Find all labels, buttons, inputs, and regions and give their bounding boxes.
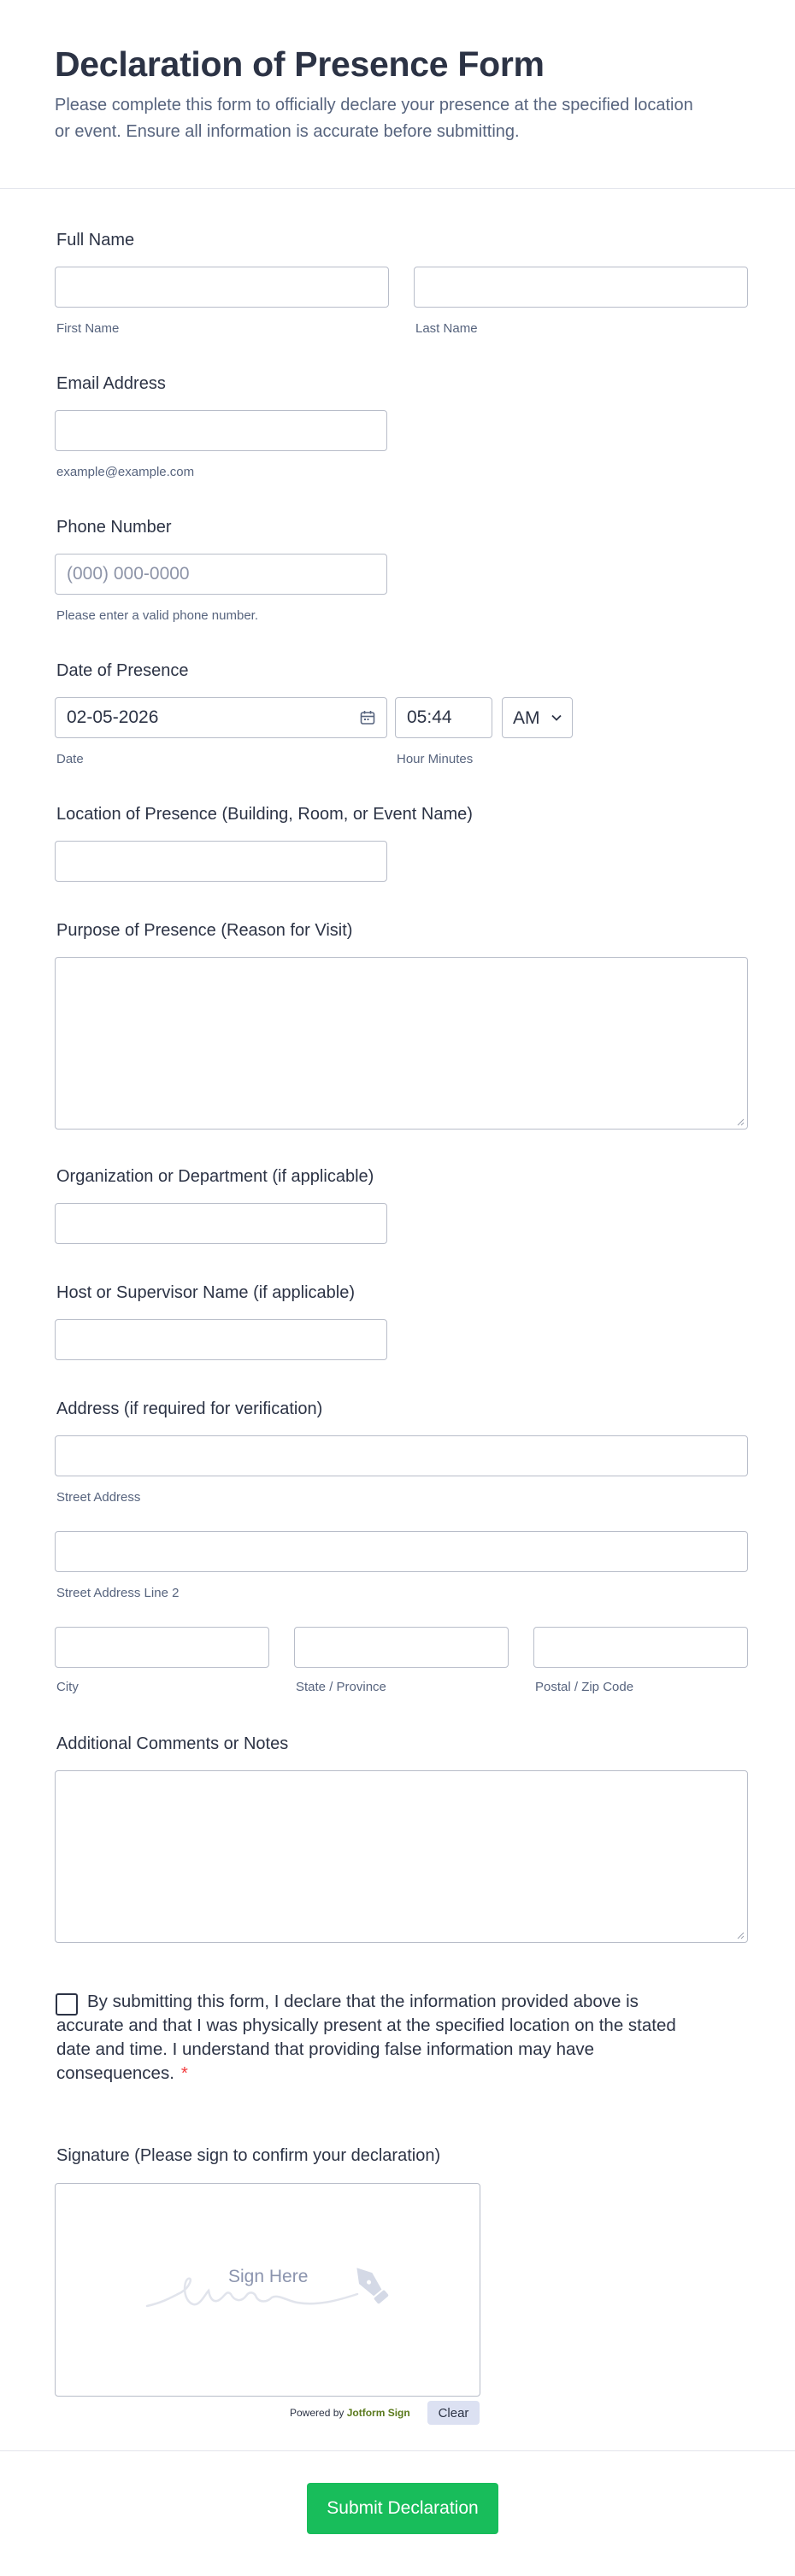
last-name-sublabel: Last Name <box>415 321 478 336</box>
phone-sublabel: Please enter a valid phone number. <box>56 608 258 623</box>
consent-text <box>56 1990 689 2086</box>
organization-label: Organization or Department (if applicable) <box>56 1167 374 1186</box>
location-label: Location of Presence (Building, Room, or Event Name) <box>56 805 473 824</box>
time-input[interactable] <box>395 697 492 738</box>
first-name-input[interactable] <box>55 267 389 308</box>
form-header <box>0 0 795 189</box>
street-address-sublabel: Street Address <box>56 1490 141 1505</box>
powered-by-prefix: Powered by <box>290 2407 344 2419</box>
state-sublabel: State / Province <box>296 1680 386 1694</box>
host-label: Host or Supervisor Name (if applicable) <box>56 1283 356 1302</box>
resize-grip-icon[interactable] <box>736 1118 745 1126</box>
zip-sublabel: Postal / Zip Code <box>535 1680 634 1694</box>
form-title: Declaration of Presence Form <box>55 44 545 84</box>
organization-input[interactable] <box>55 1203 387 1244</box>
location-input[interactable] <box>55 841 387 882</box>
pen-icon <box>350 2262 391 2305</box>
powered-by-brand[interactable]: Jotform Sign <box>346 2407 410 2419</box>
street-address-input[interactable] <box>55 1435 748 1476</box>
consent-statement: By submitting this form, I declare that the information provided above is accurate and that I was physically present at the specified location on the stated date and time. I understand that providing false information may have consequences. <box>56 1992 676 2083</box>
form-description: Please complete this form to officially declare your presence at the specified location or event. Ensure all information is accurate before submitting. <box>55 96 693 141</box>
comments-textarea[interactable] <box>55 1770 748 1943</box>
street-address-line2-sublabel: Street Address Line 2 <box>56 1586 180 1600</box>
signature-label: Signature (Please sign to confirm your declaration) <box>56 2146 441 2165</box>
date-input[interactable] <box>55 697 387 738</box>
purpose-textarea[interactable] <box>55 957 748 1130</box>
email-input[interactable] <box>55 410 387 451</box>
submit-button[interactable]: Submit Declaration <box>307 2483 498 2534</box>
ampm-select[interactable] <box>502 697 573 738</box>
chevron-down-icon <box>551 712 562 724</box>
sign-here-text: Sign Here <box>228 2267 309 2286</box>
footer-divider <box>0 2450 795 2451</box>
city-sublabel: City <box>56 1680 79 1694</box>
resize-grip-icon[interactable] <box>736 1931 745 1939</box>
last-name-input[interactable] <box>414 267 748 308</box>
phone-label: Phone Number <box>56 518 172 537</box>
ampm-value: AM <box>513 708 540 728</box>
time-sublabel: Hour Minutes <box>397 752 474 766</box>
purpose-label: Purpose of Presence (Reason for Visit) <box>56 921 353 940</box>
date-sublabel: Date <box>56 752 84 766</box>
state-input[interactable] <box>294 1627 509 1668</box>
city-input[interactable] <box>55 1627 269 1668</box>
email-sublabel: example@example.com <box>56 465 195 479</box>
host-input[interactable] <box>55 1319 387 1360</box>
zip-input[interactable] <box>533 1627 748 1668</box>
email-label: Email Address <box>56 374 166 393</box>
clear-signature-button[interactable]: Clear <box>427 2401 480 2425</box>
comments-label: Additional Comments or Notes <box>56 1734 289 1753</box>
first-name-sublabel: First Name <box>56 321 120 336</box>
powered-by-text <box>290 2407 410 2419</box>
street-address-line2-input[interactable] <box>55 1531 748 1572</box>
full-name-label: Full Name <box>56 231 135 249</box>
date-label: Date of Presence <box>56 661 189 680</box>
phone-input[interactable] <box>55 554 387 595</box>
address-label: Address (if required for verification) <box>56 1399 323 1418</box>
calendar-icon[interactable] <box>359 709 376 726</box>
required-mark: * <box>180 2063 188 2083</box>
